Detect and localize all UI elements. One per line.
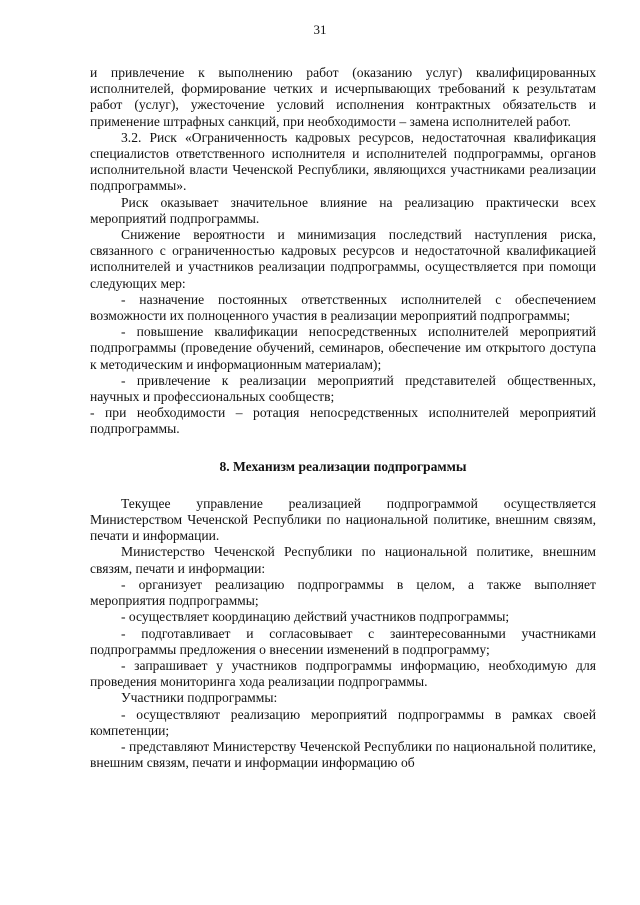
list-item: - организует реализацию подпрограммы в целом, а также выполняет мероприятия подпрограммы;: [90, 576, 596, 609]
paragraph-continuation: и привлечение к выполнению работ (оказанию услуг) квалифицированных исполнителей, формирование четких и исчерпывающих требований к результатам работ (услуг), ужесточение условий исполнения контрактных обязательств и применение штрафных санкций, при необходимости – замена исполнителей работ.: [90, 65, 596, 129]
paragraph-management: Текущее управление реализацией подпрограммой осуществляется Министерством Чеченской Республики по национальной политике, внешним связям, печати и информации.: [90, 495, 596, 544]
paragraph-risk-3-2: 3.2. Риск «Ограниченность кадровых ресурсов, недостаточная квалификация специалистов ответственного исполнителя и исполнителей подпрограммы, органов исполнительной власти Чеченской Республики, являющихся участниками реализации подпрограммы».: [90, 129, 596, 194]
list-item: - повышение квалификации непосредственных исполнителей мероприятий подпрограммы (проведение обучений, семинаров, обеспечение им открытого доступа к методическим и информационным материалам);: [90, 324, 596, 372]
list-item: - представляют Министерству Чеченской Республики по национальной политике, внешним связям, печати и информации информацию об: [90, 738, 596, 771]
list-item: - привлечение к реализации мероприятий представителей общественных, научных и профессиональных сообществ;: [90, 372, 596, 405]
page-number: 31: [313, 22, 327, 37]
section-heading: 8. Механизм реализации подпрограммы: [219, 458, 467, 474]
list-item: - подготавливает и согласовывает с заинтересованными участниками подпрограммы предложения о внесении изменений в подпрограмму;: [90, 625, 596, 657]
list-item: - осуществляют реализацию мероприятий подпрограммы в рамках своей компетенции;: [90, 706, 596, 738]
list-item: - осуществляет координацию действий участников подпрограммы;: [121, 609, 510, 625]
list-item: - при необходимости – ротация непосредственных исполнителей мероприятий подпрограммы.: [90, 405, 596, 437]
paragraph-risk-mitigation: Снижение вероятности и минимизация последствий наступления риска, связанного с ограниченностью кадровых ресурсов и недостаточной квалификацией исполнителей и участников реализации подпрограммы, осуществляется при помощи следующих мер:: [90, 227, 596, 291]
list-item: - назначение постоянных ответственных исполнителей с обеспечением возможности их полноценного участия в реализации мероприятий подпрограммы;: [90, 291, 596, 324]
document-body: [90, 65, 596, 771]
paragraph-participants: Участники подпрограммы:: [121, 690, 278, 706]
list-item: - запрашивает у участников подпрограммы информацию, необходимую для проведения мониторинга хода реализации подпрограммы.: [90, 657, 596, 690]
paragraph-ministry: Министерство Чеченской Республики по национальной политике, внешним связям, печати и информации:: [90, 544, 596, 576]
paragraph-risk-impact: Риск оказывает значительное влияние на реализацию практически всех мероприятий подпрограммы.: [90, 194, 596, 226]
